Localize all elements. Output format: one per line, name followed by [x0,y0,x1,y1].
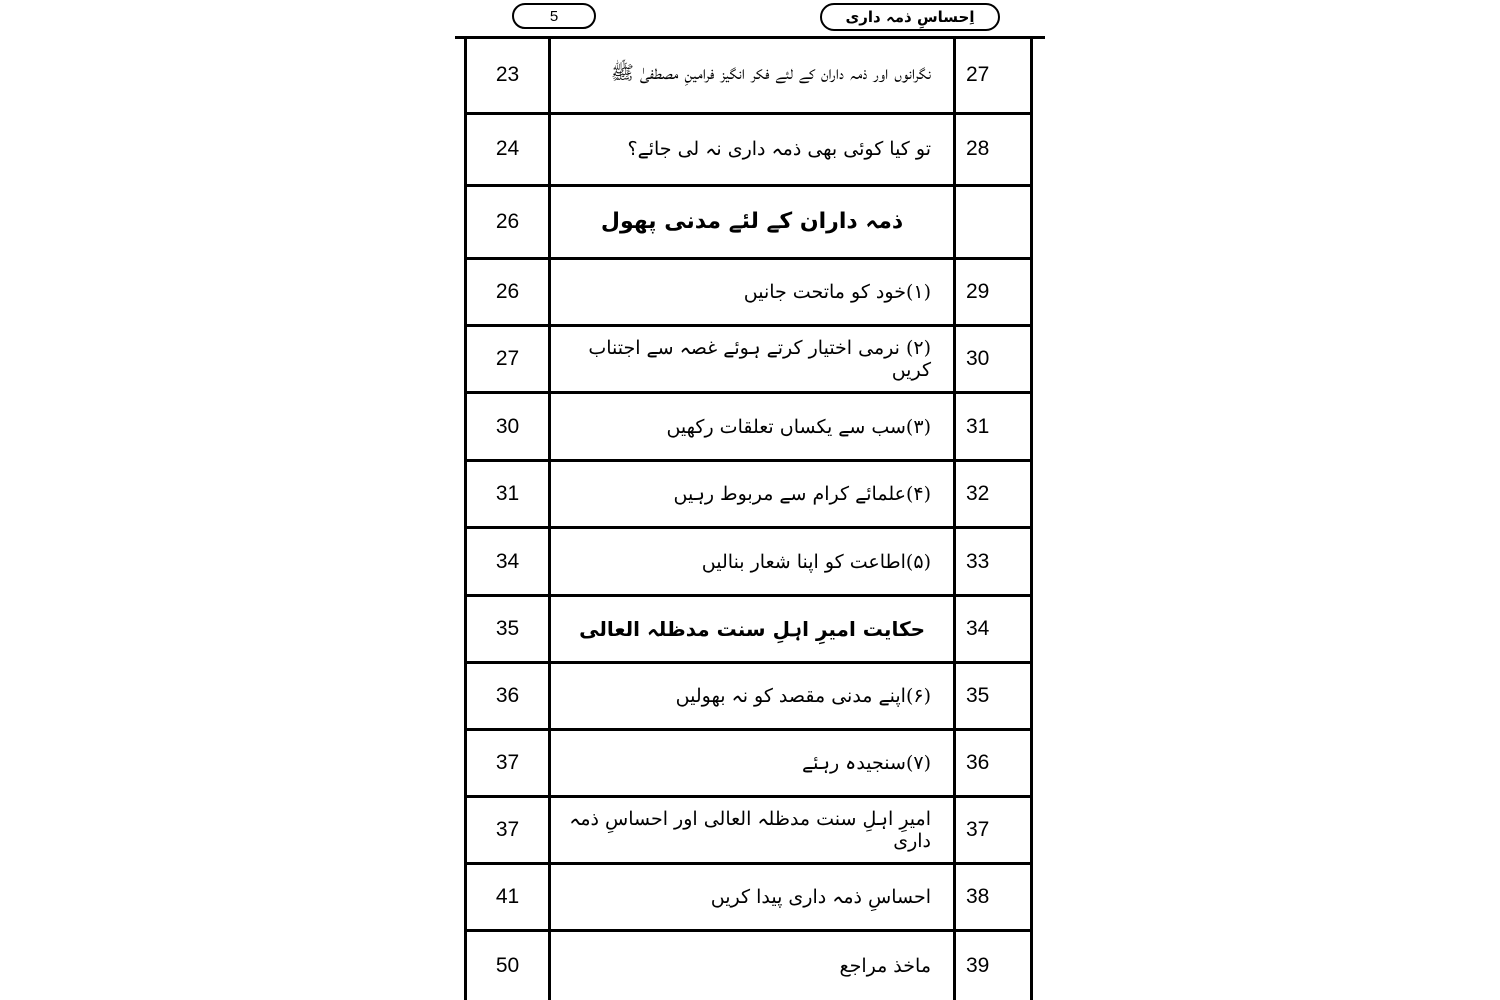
entry-title: (۴)علمائے کرام سے مربوط رہیں [550,461,955,528]
entry-title: نگرانوں اور ذمہ داران کے لئے فکر انگیز فرامینِ مصطفیٰ ﷺ [550,38,955,113]
entry-number: 37 [955,796,1032,863]
table-row [466,864,1032,931]
book-title-text: اِحساسِ ذمہ داری [845,8,975,26]
entry-number [955,185,1032,258]
page-cell: 37 [466,796,550,863]
section-heading: ذمہ داران کے لئے مدنی پھول [550,185,955,258]
book-title-badge [820,3,1000,31]
entry-number: 34 [955,595,1032,662]
entry-number: 29 [955,258,1032,325]
entry-number: 38 [955,864,1032,931]
page-cell: 35 [466,595,550,662]
page-number [512,3,596,29]
table-row [466,931,1032,1000]
table-row [466,595,1032,662]
entry-title: تو کیا کوئی بھی ذمہ داری نہ لی جائے؟ [550,113,955,185]
entry-number: 31 [955,393,1032,461]
entry-number: 39 [955,931,1032,1000]
table-row [466,113,1032,185]
table-row [466,461,1032,528]
table-row [466,38,1032,113]
table-row [466,729,1032,796]
entry-number: 35 [955,662,1032,729]
page-cell: 23 [466,38,550,113]
table-row [466,258,1032,325]
page-cell: 31 [466,461,550,528]
page-number-text: 5 [549,7,559,25]
table-row [466,326,1032,393]
section-heading: حکایت امیرِ اہلِ سنت مدظلہ العالی [550,595,955,662]
entry-number: 28 [955,113,1032,185]
page-cell: 41 [466,864,550,931]
entry-title: (۶)اپنے مدنی مقصد کو نہ بھولیں [550,662,955,729]
page-cell: 36 [466,662,550,729]
page-cell: 26 [466,258,550,325]
table-row [466,528,1032,595]
table-row [466,662,1032,729]
page-cell: 30 [466,393,550,461]
entry-title: (۷)سنجیدہ رہئے [550,729,955,796]
entry-number: 33 [955,528,1032,595]
table-row [466,393,1032,461]
page-cell: 37 [466,729,550,796]
page-cell: 27 [466,326,550,393]
table-of-contents [464,38,1033,1000]
page-cell: 50 [466,931,550,1000]
entry-number: 36 [955,729,1032,796]
page-cell: 26 [466,185,550,258]
entry-title: امیرِ اہلِ سنت مدظلہ العالی اور احساسِ ذمہ داری [550,796,955,863]
page-cell: 34 [466,528,550,595]
entry-number: 30 [955,326,1032,393]
table-row [466,185,1032,258]
entry-title: (۵)اطاعت کو اپنا شعار بنالیں [550,528,955,595]
entry-title: (۳)سب سے یکساں تعلقات رکھیں [550,393,955,461]
entry-number: 27 [955,38,1032,113]
entry-title: (۱)خود کو ماتحت جانیں [550,258,955,325]
entry-title: ماخذ مراجع [550,931,955,1000]
table-row [466,796,1032,863]
entry-number: 32 [955,461,1032,528]
entry-title: احساسِ ذمہ داری پیدا کریں [550,864,955,931]
entry-title: (۲) نرمی اختیار کرتے ہوئے غصہ سے اجتناب کریں [550,326,955,393]
page-cell: 24 [466,113,550,185]
